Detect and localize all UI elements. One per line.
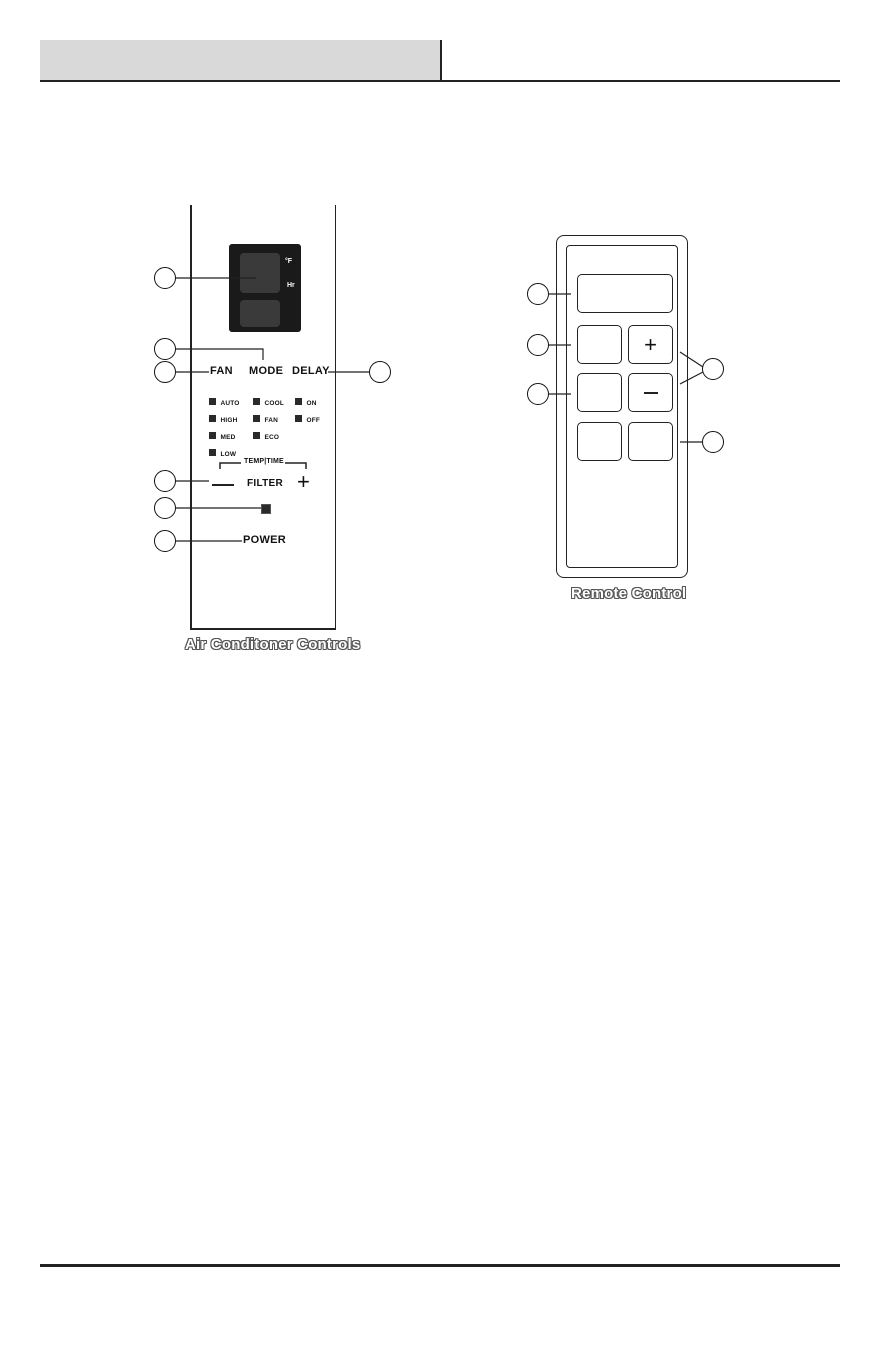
indicator-fan: FAN	[253, 409, 284, 426]
indicator-low: LOW	[209, 443, 240, 460]
indicator-on: ON	[295, 392, 320, 409]
indicator-med: MED	[209, 426, 240, 443]
mode-button[interactable]: MODE	[249, 365, 284, 377]
ac-controls-caption: Air Conditoner Controls	[185, 636, 361, 653]
indicator-off: OFF	[295, 409, 320, 426]
plus-symbol: +	[644, 332, 657, 357]
remote-control-caption: Remote Control	[571, 585, 687, 602]
filter-button[interactable]: FILTER	[247, 478, 284, 489]
temp-time-label: TEMP|TIME	[244, 458, 284, 465]
unit-hour-label: Hr	[287, 282, 295, 289]
power-button[interactable]: POWER	[243, 534, 287, 546]
unit-fahrenheit-label: °F	[285, 258, 293, 265]
indicator-auto: AUTO	[209, 392, 240, 409]
delay-button[interactable]: DELAY	[292, 365, 330, 377]
indicator-cool: COOL	[253, 392, 284, 409]
footer-rule	[40, 1264, 840, 1267]
indicator-eco: ECO	[253, 426, 284, 443]
plus-button[interactable]: +	[297, 469, 310, 494]
fan-button[interactable]: FAN	[210, 365, 233, 377]
indicator-high: HIGH	[209, 409, 240, 426]
